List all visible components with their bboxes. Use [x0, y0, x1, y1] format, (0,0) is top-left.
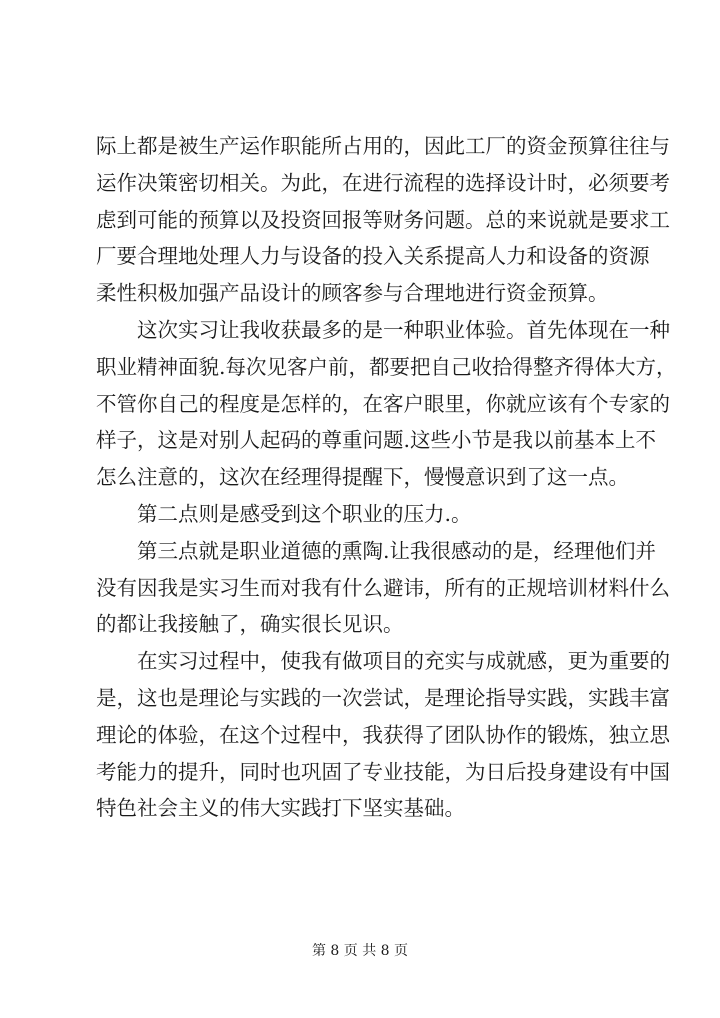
paragraph-2 [96, 312, 677, 496]
text-line: 虑到可能的预算以及投资回报等财务问题。总的来说就是要求工 [96, 207, 670, 232]
text-line: 怎么注意的，这次在经理得提醒下，慢慢意识到了这一点。 [96, 465, 629, 490]
text-line: 是，这也是理论与实践的一次尝试，是理论指导实践，实践丰富 [96, 685, 670, 710]
text-line: 理论的体验，在这个过程中，我获得了团队协作的锻炼，独立思 [96, 722, 670, 747]
text-line: 在实习过程中，使我有做项目的充实与成就感，更为重要的 [137, 649, 670, 674]
text-line: 第二点则是感受到这个职业的压力.。 [137, 501, 472, 526]
paragraph-1 [96, 128, 670, 312]
text-line: 不管你自己的程度是怎样的，在客户眼里，你就应该有个专家的 [96, 391, 670, 416]
paragraph-4 [96, 533, 670, 643]
text-line: 柔性积极加强产品设计的顾客参与合理地进行资金预算。 [96, 281, 609, 306]
text-line: 的都让我接触了，确实很长见识。 [96, 612, 404, 637]
text-line: 运作决策密切相关。为此，在进行流程的选择设计时，必须要考 [96, 170, 670, 195]
text-line: 际上都是被生产运作职能所占用的，因此工厂的资金预算往往与 [96, 134, 670, 158]
text-line: 这次实习让我收获最多的是一种职业体验。首先体现在一种 [137, 317, 670, 342]
text-line: 没有因我是实习生而对我有什么避讳，所有的正规培训材料什么 [96, 575, 670, 600]
text-line: 考能力的提升，同时也巩固了专业技能，为日后投身建设有中国 [96, 759, 670, 784]
text-line: 厂要合理地处理人力与设备的投入关系提高人力和设备的资源 [96, 244, 650, 269]
paragraph-3 [96, 496, 636, 533]
text-line: 职业精神面貌.每次见客户前，都要把自己收拾得整齐得体大方， [96, 354, 677, 379]
paragraph-5 [96, 643, 670, 827]
text-line: 样子，这是对别人起码的尊重问题.这些小节是我以前基本上不 [96, 428, 657, 453]
text-line: 特色社会主义的伟大实践打下坚实基础。 [96, 796, 465, 821]
document-body [96, 128, 677, 827]
page-number-footer: 第 8 页 共 8 页 [311, 943, 409, 959]
text-line: 第三点就是职业道德的熏陶.让我很感动的是，经理他们并 [137, 538, 657, 563]
